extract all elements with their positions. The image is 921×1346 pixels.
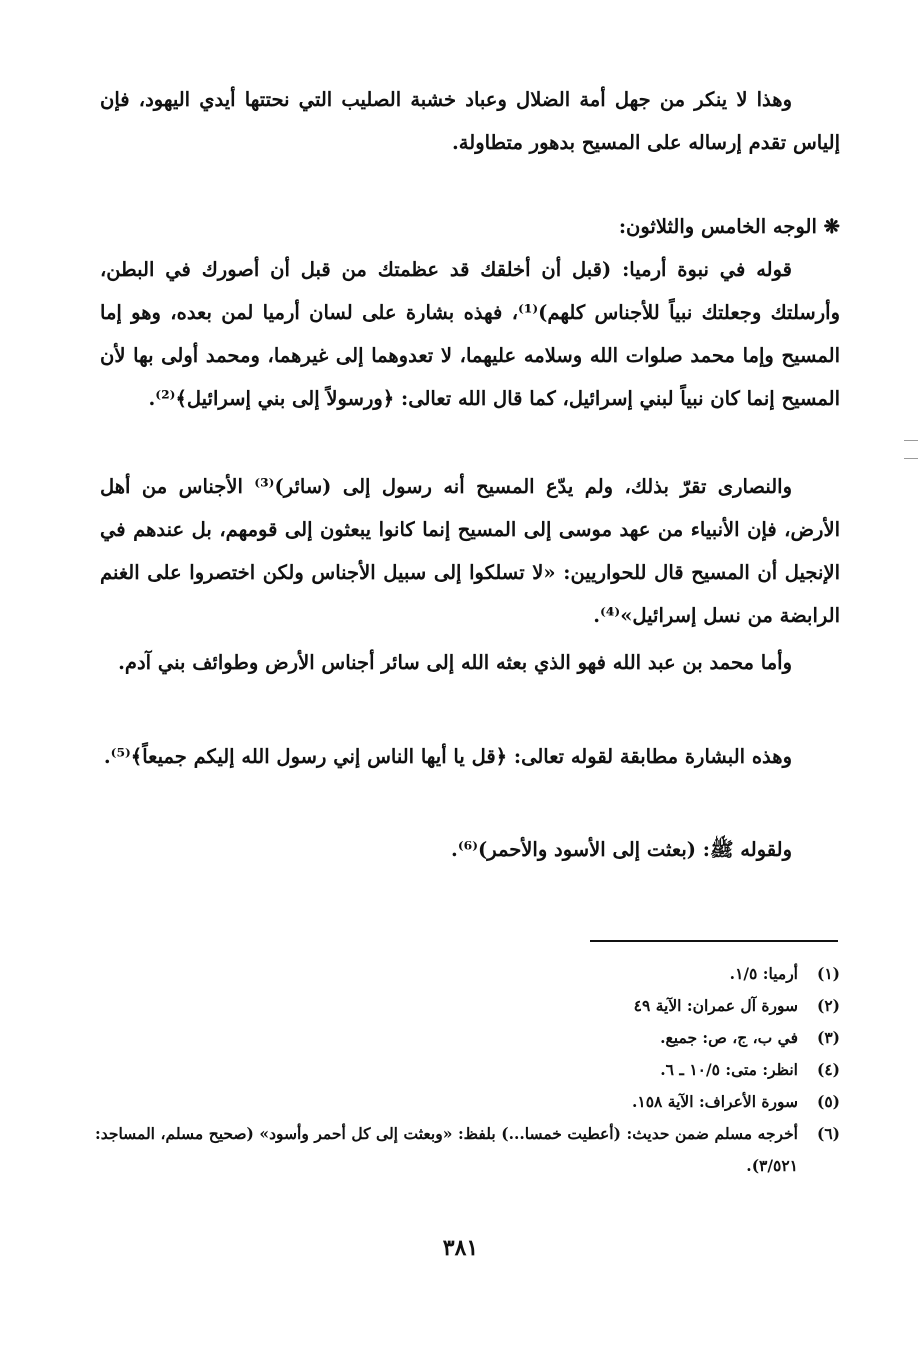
footnote-text: أخرجه مسلم ضمن حديث: (أعطيت خمسا...) بلفظ: «وبعثت إلى كل أحمر وأسود» (صحيح مسلم، المساجد: ٣/٥٢١). (95, 1124, 798, 1175)
paragraph-2: قوله في نبوة أرميا: (قبل أن أخلقك قد عظمتك من قبل أن أصورك في البطن، وأرسلتك وجعلتك نبياً للأجناس كلهم)⁽¹⁾، فهذه بشارة على لسان أرميا لمن بعده، وهو إما المسيح وإما محمد صلوات الله وسلامه عليهما، لا تعدوهما إلى غيرهما، ومحمد أولى بها لأن المسيح إنما كان نبياً لبني إسرائيل، كما قال الله تعالى: ﴿ورسولاً إلى بني إسرائيل﴾⁽²⁾. (100, 258, 840, 410)
scan-edge-mark (904, 440, 918, 441)
footnote-number: (٦) (816, 1124, 840, 1143)
footnote-text: انظر: متى: ١٠/٥ ـ ٦. (660, 1060, 798, 1079)
footnote-number: (٢) (816, 996, 840, 1015)
footnote-number: (٥) (816, 1092, 840, 1111)
footnote-item (95, 1022, 840, 1054)
footnote-item (95, 958, 840, 990)
paragraph-4: وأما محمد بن عبد الله فهو الذي بعثه الله إلى سائر أجناس الأرض وطوائف بني آدم. (118, 651, 792, 674)
footnote-text: في ب، ج، ص: جميع. (660, 1028, 798, 1047)
footnote-number: (٤) (816, 1060, 840, 1079)
footnote-item (95, 1118, 840, 1182)
footnote-number: (٣) (816, 1028, 840, 1047)
page-number: ٣٨١ (442, 1235, 479, 1261)
paragraph-3: والنصارى تقرّ بذلك، ولم يدّع المسيح أنه رسول إلى (سائر)⁽³⁾ الأجناس من أهل الأرض، فإن الأنبياء من عهد موسى إلى المسيح إنما كانوا يبعثون إلى قومهم، بل عندهم في الإنجيل أن المسيح قال للحواريين: «لا تسلكوا إلى سبيل الأجناس ولكن اختصروا على الغنم الرابضة من نسل إسرائيل»⁽⁴⁾. (100, 475, 840, 627)
footnote-item (95, 990, 840, 1022)
footnote-text: سورة الأعراف: الآية ١٥٨. (632, 1092, 798, 1111)
footnotes-list (95, 958, 840, 1182)
footnote-number: (١) (816, 964, 840, 983)
section-heading: ❋ الوجه الخامس والثلاثون: (618, 215, 840, 238)
footnote-divider (590, 940, 838, 942)
footnote-item (95, 1086, 840, 1118)
paragraph-5: وهذه البشارة مطابقة لقوله تعالى: ﴿قل يا أيها الناس إني رسول الله إليكم جميعاً﴾⁽⁵⁾. (103, 745, 792, 768)
paragraph-6: ولقوله ﷺ: (بعثت إلى الأسود والأحمر)⁽⁶⁾. (451, 838, 792, 861)
footnote-text: سورة آل عمران: الآية ٤٩ (633, 996, 798, 1015)
footnote-item (95, 1054, 840, 1086)
paragraph-1: وهذا لا ينكر من جهل أمة الضلال وعباد خشبة الصليب التي نحتتها أيدي اليهود، فإن إلياس تقدم إرساله على المسيح بدهور متطاولة. (100, 88, 840, 154)
scan-edge-mark (904, 458, 918, 459)
footnote-text: أرميا: ١/٥. (729, 964, 798, 983)
